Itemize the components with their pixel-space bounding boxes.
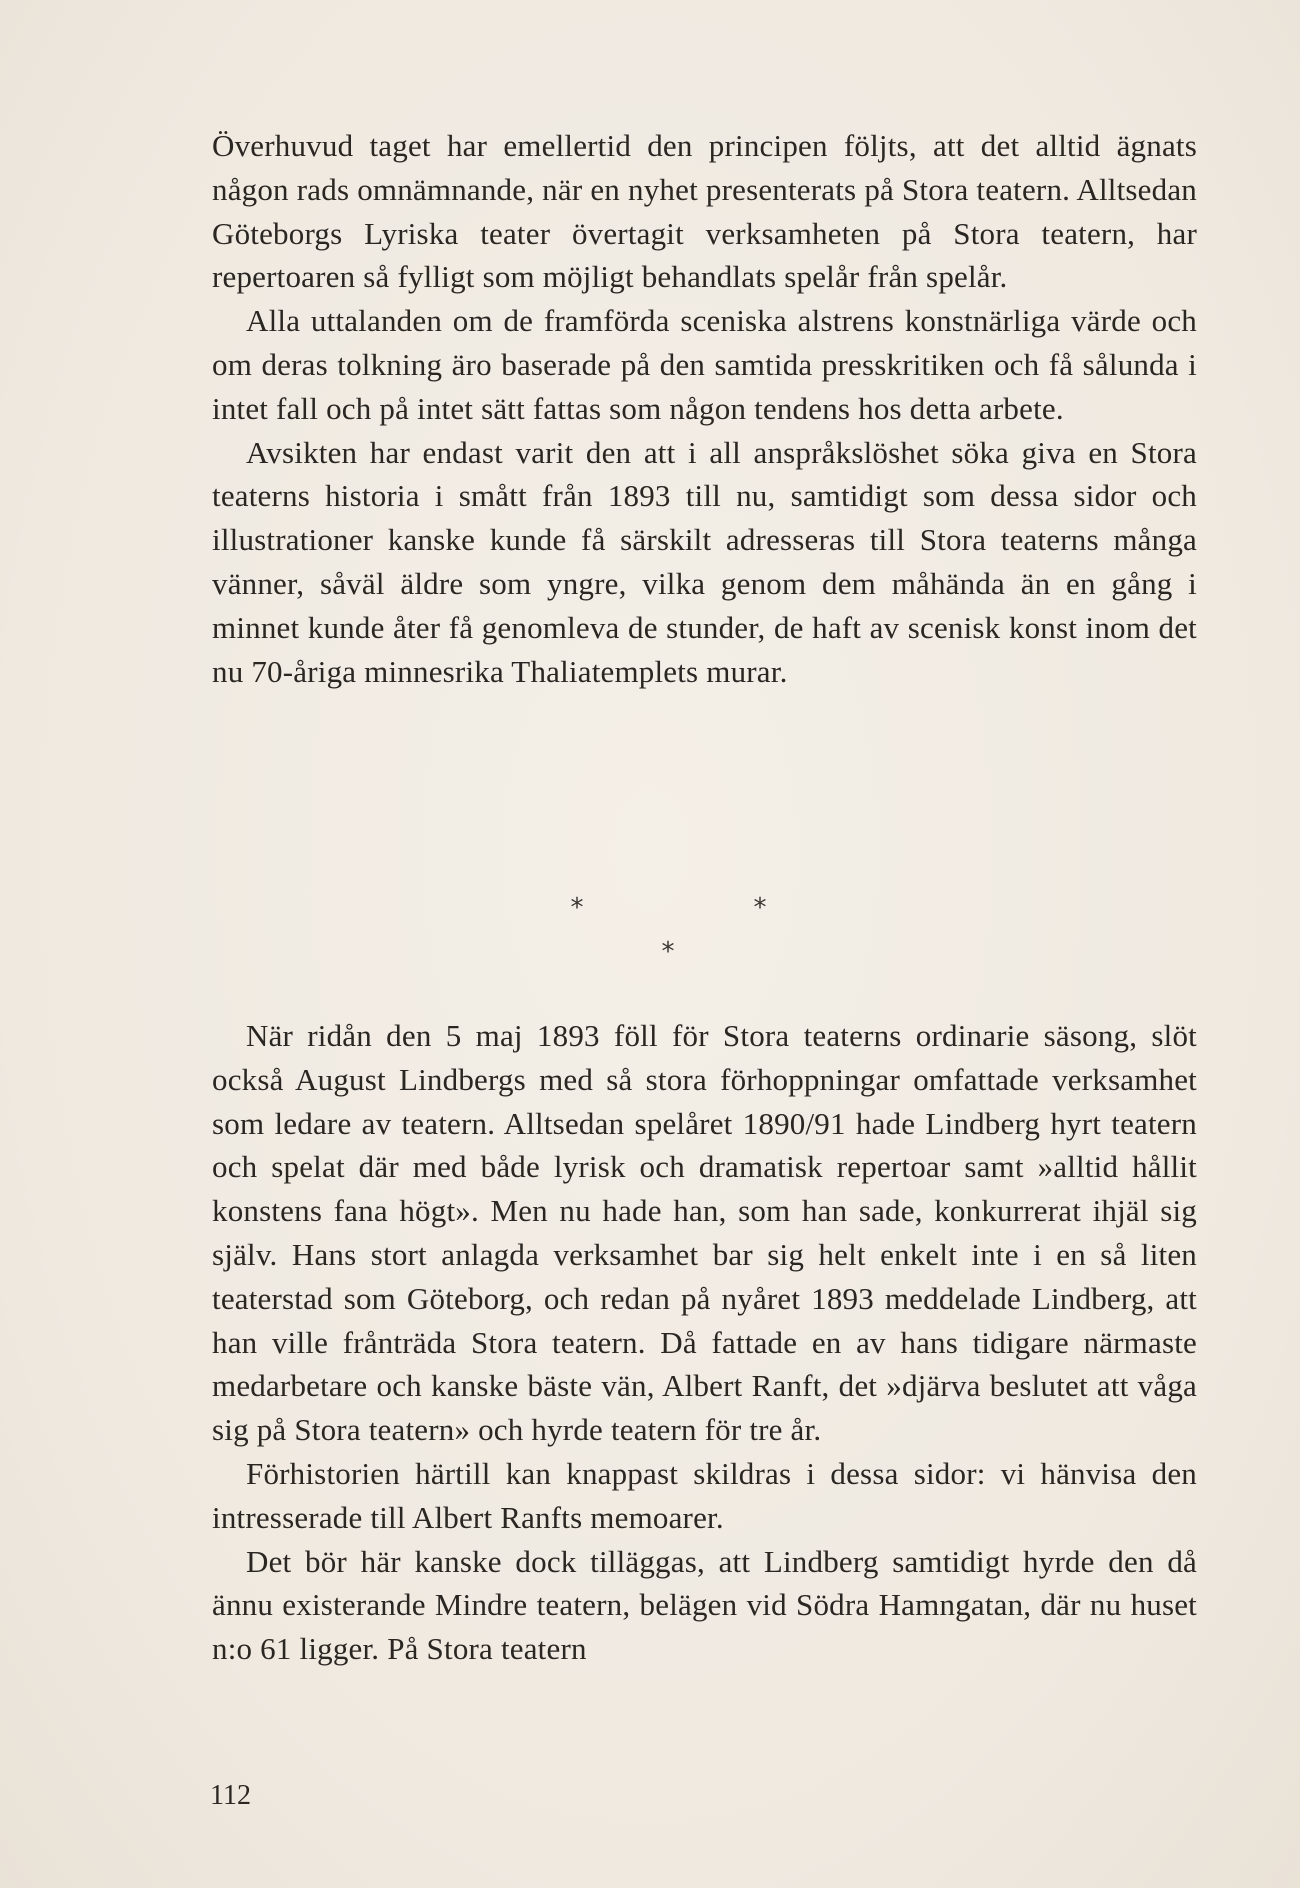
- page-number: 112: [210, 1780, 251, 1811]
- asterism-star: *: [753, 893, 767, 923]
- paragraph: Överhuvud taget har emellertid den principen följts, att det alltid ägnats någon rads omnämnande, när en nyhet presenterats på Stora teatern. Alltsedan Göteborgs Lyriska teater övertagit verksamheten på Stora teatern, har repertoaren så fylligt som möjligt behandlats spelår från spelår.: [212, 128, 1197, 295]
- asterism-star: *: [661, 937, 675, 967]
- asterism-star: *: [570, 893, 584, 923]
- paragraph: Alla uttalanden om de framförda sceniska alstrens konstnärliga värde och om deras tolkning äro baserade på den samtida presskritiken och få sålunda i intet fall och på intet sätt fattas som någon tendens hos detta arbete.: [212, 303, 1197, 426]
- paragraph: Det bör här kanske dock tilläggas, att Lindberg samtidigt hyrde den då ännu existerande Mindre teatern, belägen vid Södra Hamngatan, där nu huset n:o 61 ligger. På Stora teatern: [212, 1543, 1197, 1667]
- text-block-intro: [212, 124, 1197, 693]
- paragraph: Avsikten har endast varit den att i all anspråkslöshet söka giva en Stora teaterns historia i smått från 1893 till nu, samtidigt som dessa sidor och illustrationer kanske kunde få särskilt adresseras till Stora teaterns många vänner, såväl äldre som yngre, vilka genom dem måhända än en gång i minnet kunde åter få genomleva de stunder, de haft av scenisk konst inom det nu 70-åriga minnesrika Thaliatemplets murar.: [212, 434, 1197, 689]
- paragraph: Förhistorien härtill kan knappast skildras i dessa sidor: vi hänvisa den intresserade till Albert Ranfts memoarer.: [212, 1455, 1197, 1535]
- paragraph: När ridån den 5 maj 1893 föll för Stora teaterns ordinarie säsong, slöt också August Lindbergs med så stora förhoppningar omfattade verksamhet som ledare av teatern. Alltsedan spelåret 1890/91 hade Lindberg hyrt teatern och spelat där med både lyrisk och dramatisk repertoar samt »alltid hållit konstens fana högt». Men nu hade han, som han sade, konkurrerat ihjäl sig själv. Hans stort anlagda verksamhet bar sig helt enkelt inte i en så liten teaterstad som Göteborg, och redan på nyåret 1893 meddelade Lindberg, att han ville frånträda Stora teatern. Då fattade en av hans tidigare närmaste medarbetare och kanske bäste vän, Albert Ranft, det »djärva beslutet att våga sig på Stora teatern» och hyrde teatern för tre år.: [212, 1018, 1197, 1448]
- text-block-history: [212, 1014, 1197, 1671]
